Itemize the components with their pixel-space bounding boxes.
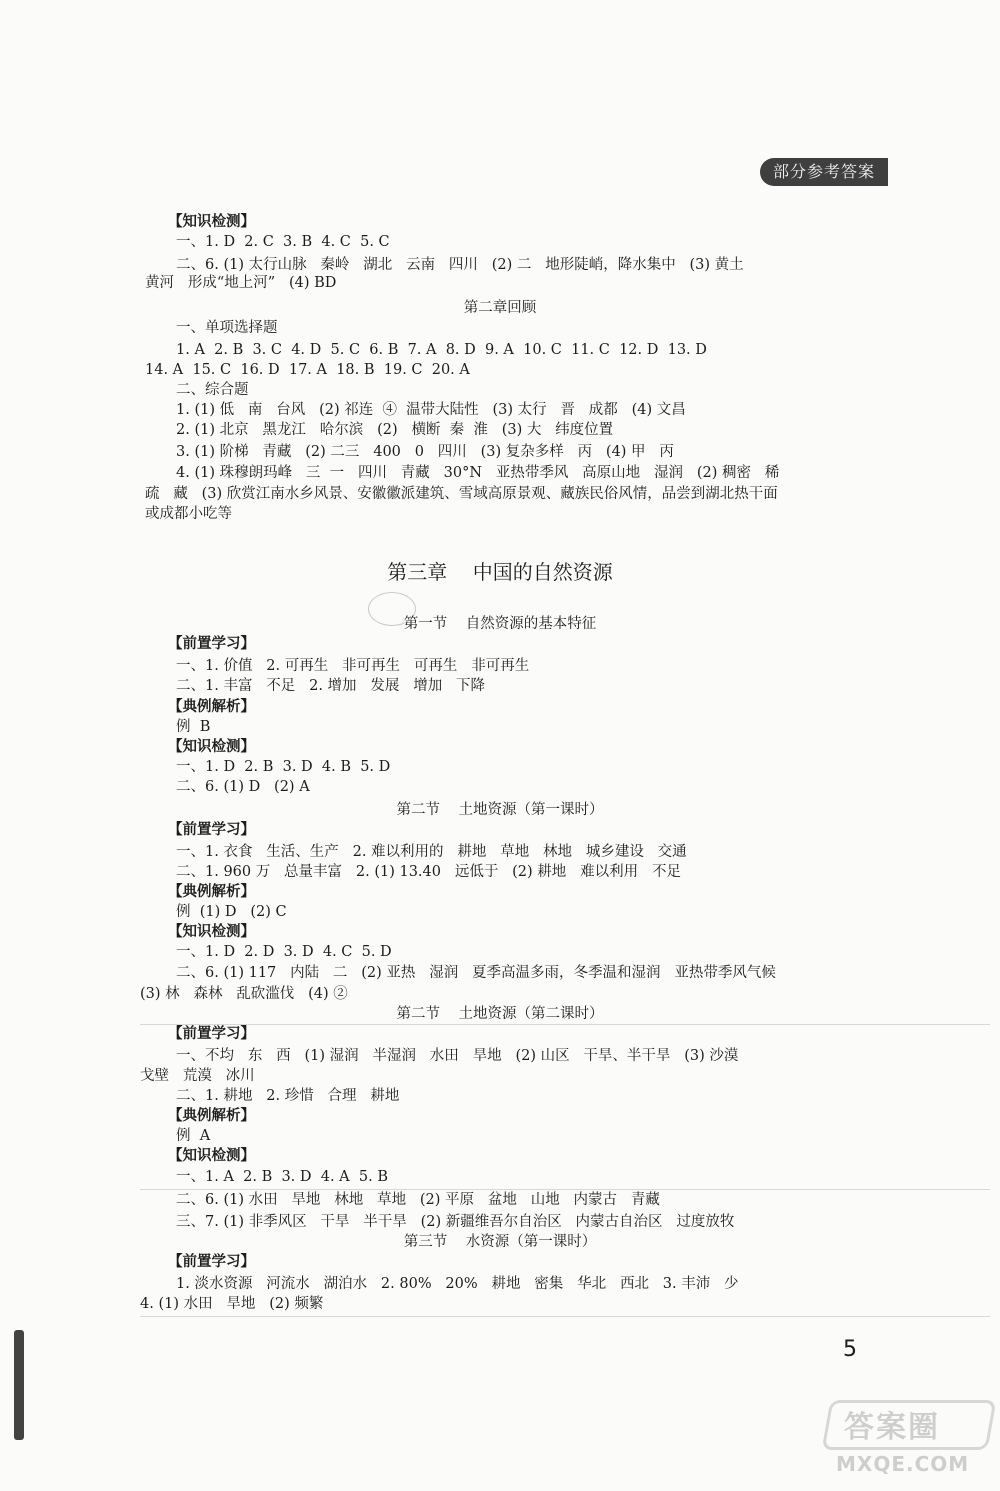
section-title: 第二节 土地资源（第二课时） bbox=[396, 1006, 604, 1022]
answer-line: 3. (1) 阶梯 青藏 (2) 二三 400 0 四川 (3) 复杂多样 丙 (4) 甲 丙 bbox=[176, 444, 674, 460]
answer-line: 二、6. (1) D (2) A bbox=[176, 779, 310, 795]
answer-line: 一、1. D 2. B 3. D 4. B 5. D bbox=[176, 759, 391, 775]
answer-line: 黄河 形成“地上河” (4) BD bbox=[145, 275, 337, 291]
answer-line: 14. A 15. C 16. D 17. A 18. B 19. C 20. A bbox=[145, 362, 470, 378]
knowledge-check-heading: 【知识检测】 bbox=[168, 213, 255, 230]
watermark-logo: 答案圈 bbox=[844, 1410, 940, 1445]
answer-line: 例 A bbox=[176, 1128, 211, 1144]
answer-line: 2. (1) 北京 黑龙江 哈尔滨 (2) 横断 秦 淮 (3) 大 纬度位置 bbox=[176, 422, 614, 438]
review-subheading: 一、单项选择题 bbox=[176, 320, 278, 336]
answer-line: 1. A 2. B 3. C 4. D 5. C 6. B 7. A 8. D 9. A 10. C 11. C 12. D 13. D bbox=[176, 342, 707, 358]
preview-heading: 【前置学习】 bbox=[168, 1025, 255, 1042]
answer-line: 二、6. (1) 117 内陆 二 (2) 亚热 湿润 夏季高温多雨，冬季温和湿润 亚热带季风气候 bbox=[176, 965, 776, 981]
answer-line: 戈壁 荒漠 冰川 bbox=[140, 1068, 255, 1084]
knowledge-check-heading: 【知识检测】 bbox=[168, 923, 255, 940]
answer-line: 二、6. (1) 太行山脉 秦岭 湖北 云南 四川 (2) 二 地形陡峭，降水集中 (3) 黄土 bbox=[176, 257, 744, 273]
answer-line: 一、1. 价值 2. 可再生 非可再生 可再生 非可再生 bbox=[176, 658, 530, 674]
review-title: 第二章回顾 bbox=[463, 300, 537, 316]
scan-divider bbox=[140, 1024, 990, 1025]
answer-line: 1. 淡水资源 河流水 湖泊水 2. 80% 20% 耕地 密集 华北 西北 3. 丰沛 少 bbox=[176, 1276, 739, 1292]
answer-line: 一、不均 东 西 (1) 湿润 半湿润 水田 旱地 (2) 山区 干旱、半干旱 (3) 沙漠 bbox=[176, 1048, 739, 1064]
knowledge-check-heading: 【知识检测】 bbox=[168, 1147, 255, 1164]
preview-heading: 【前置学习】 bbox=[168, 1253, 255, 1270]
example-heading: 【典例解析】 bbox=[168, 1107, 255, 1124]
answer-line: 二、1. 耕地 2. 珍惜 合理 耕地 bbox=[176, 1088, 400, 1104]
section-title: 第三节 水资源（第一课时） bbox=[403, 1234, 597, 1250]
section-title: 第二节 土地资源（第一课时） bbox=[396, 802, 604, 818]
answer-line: 例 (1) D (2) C bbox=[176, 904, 287, 920]
answer-line: 二、1. 960 万 总量丰富 2. (1) 13.40 远低于 (2) 耕地 难以利用 不足 bbox=[176, 864, 681, 880]
review-subheading: 二、综合题 bbox=[176, 382, 249, 398]
preview-heading: 【前置学习】 bbox=[168, 821, 255, 838]
section-title: 第一节 自然资源的基本特征 bbox=[403, 616, 597, 632]
answer-line: 一、1. 衣食 生活、生产 2. 难以利用的 耕地 草地 林地 城乡建设 交通 bbox=[176, 844, 687, 860]
scan-divider bbox=[140, 1316, 990, 1317]
answer-line: 例 B bbox=[176, 719, 211, 735]
preview-heading: 【前置学习】 bbox=[168, 635, 255, 652]
answer-line: 1. (1) 低 南 台风 (2) 祁连 ④ 温带大陆性 (3) 太行 晋 成都 (4) 文昌 bbox=[176, 402, 686, 418]
answer-line: (3) 林 森林 乱砍滥伐 (4) ② bbox=[140, 986, 348, 1002]
answer-line: 一、1. D 2. D 3. D 4. C 5. D bbox=[176, 944, 392, 960]
example-heading: 【典例解析】 bbox=[168, 698, 255, 715]
answer-line: 二、6. (1) 水田 旱地 林地 草地 (2) 平原 盆地 山地 内蒙古 青藏 bbox=[176, 1192, 660, 1208]
section-badge: 部分参考答案 bbox=[760, 158, 888, 186]
answer-line: 一、1. D 2. C 3. B 4. C 5. C bbox=[176, 234, 390, 250]
answer-line: 三、7. (1) 非季风区 干旱 半干旱 (2) 新疆维吾尔自治区 内蒙古自治区 过度放牧 bbox=[176, 1214, 735, 1230]
answer-line: 一、1. A 2. B 3. D 4. A 5. B bbox=[176, 1169, 388, 1185]
answer-line: 二、1. 丰富 不足 2. 增加 发展 增加 下降 bbox=[176, 678, 486, 694]
page-number: 5 bbox=[843, 1337, 857, 1362]
knowledge-check-heading: 【知识检测】 bbox=[168, 738, 255, 755]
watermark-url: MXQE.COM bbox=[836, 1452, 970, 1476]
answer-line: 4. (1) 珠穆朗玛峰 三 一 四川 青藏 30°N 亚热带季风 高原山地 湿润 (2) 稠密 稀 bbox=[176, 465, 780, 481]
example-heading: 【典例解析】 bbox=[168, 883, 255, 900]
binding-mark bbox=[14, 1330, 24, 1440]
answer-line: 或成都小吃等 bbox=[145, 506, 232, 522]
chapter-title: 第三章 中国的自然资源 bbox=[387, 560, 613, 584]
answer-line: 4. (1) 水田 旱地 (2) 频繁 bbox=[140, 1296, 324, 1312]
answer-line: 疏 藏 (3) 欣赏江南水乡风景、安徽徽派建筑、雪域高原景观、藏族民俗风情，品尝到湖北热干面 bbox=[145, 486, 778, 502]
site-watermark bbox=[826, 1400, 986, 1480]
